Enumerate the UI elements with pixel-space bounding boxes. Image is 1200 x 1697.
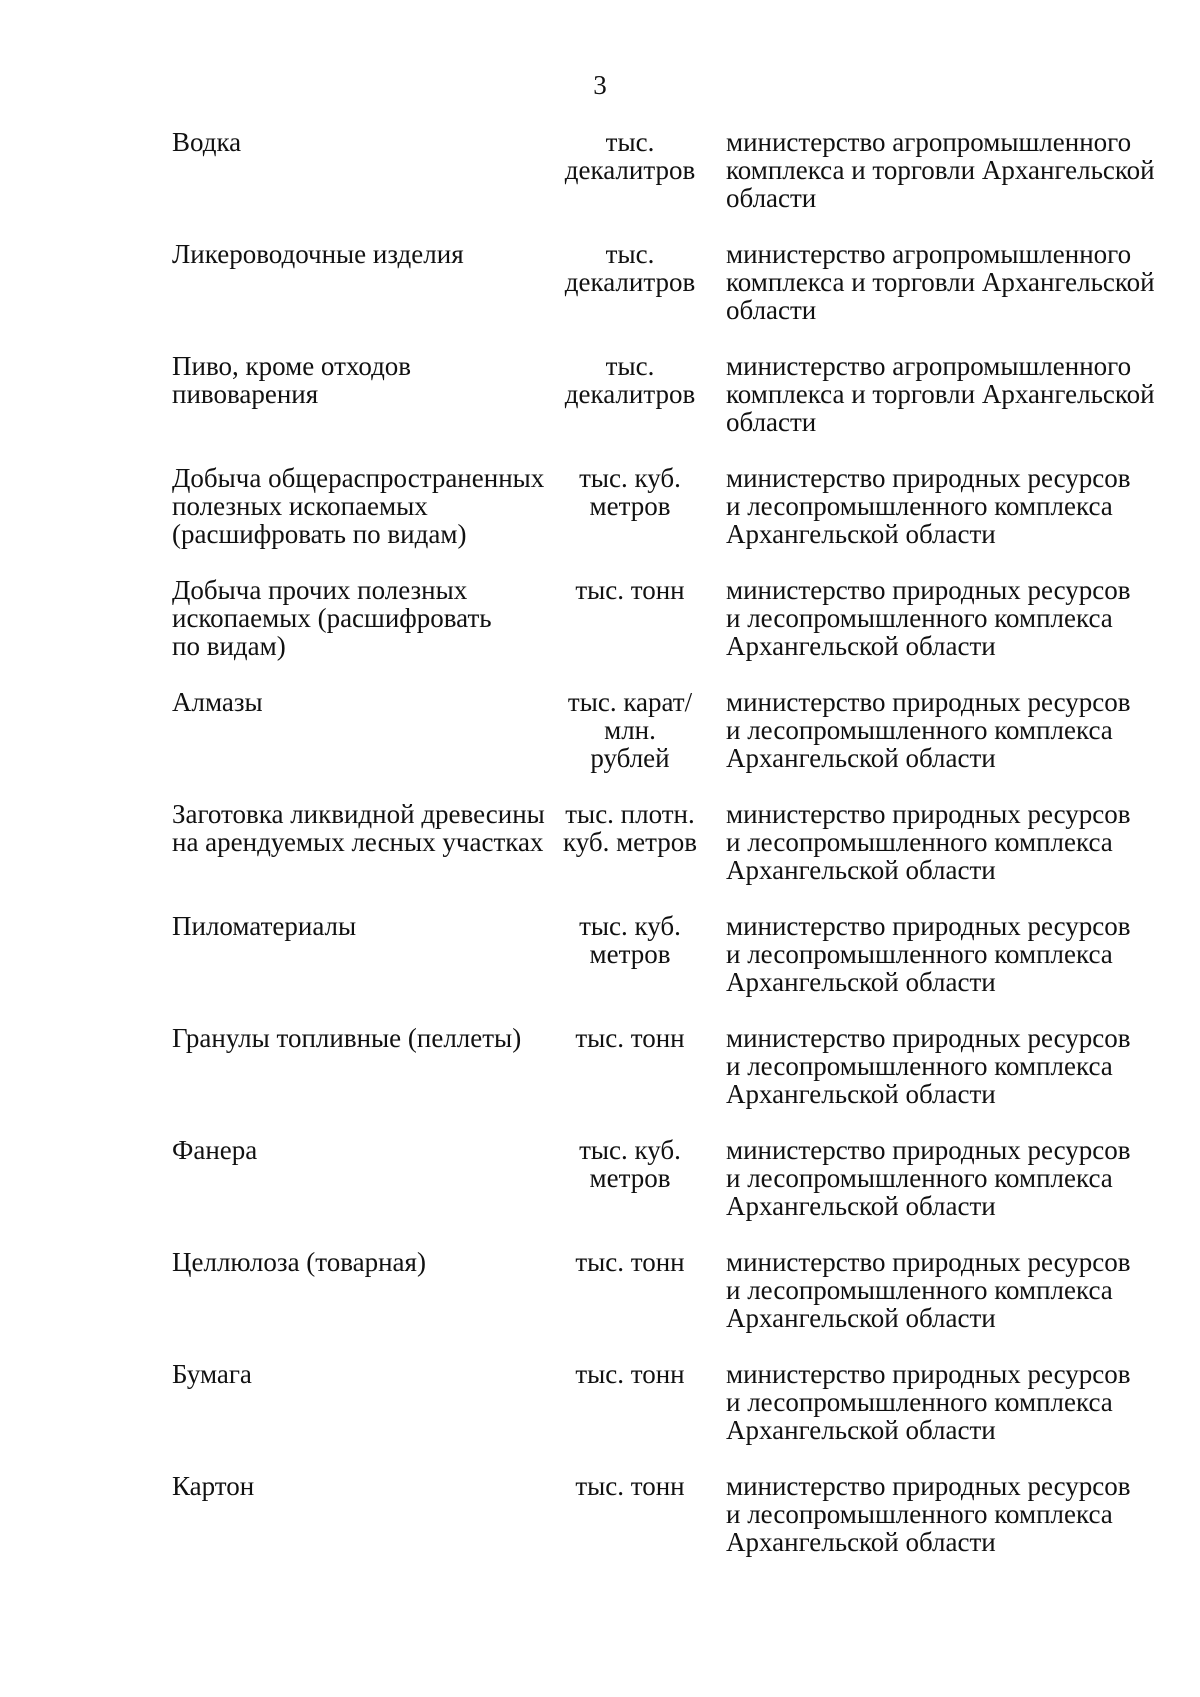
- unit-of-measure: тыс. декалитров: [564, 351, 696, 409]
- product-name: Алмазы: [172, 687, 263, 717]
- table-row: [0, 800, 1200, 912]
- table-row: [0, 240, 1200, 352]
- unit-of-measure: тыс. куб. метров: [579, 463, 681, 521]
- unit-of-measure: тыс. декалитров: [564, 127, 696, 185]
- responsible-ministry: министерство природных ресурсов и лесопромышленного комплекса Архангельской области: [726, 911, 1131, 997]
- unit-of-measure: тыс. тонн: [575, 1247, 685, 1277]
- product-name: Пиломатериалы: [172, 911, 357, 941]
- product-name: Ликероводочные изделия: [172, 239, 464, 269]
- unit-of-measure: тыс. карат/млн. рублей: [567, 687, 693, 773]
- responsible-ministry: министерство агропромышленного комплекса и торговли Архангельской области: [726, 127, 1155, 213]
- table-row: [0, 1248, 1200, 1360]
- responsible-ministry: министерство природных ресурсов и лесопромышленного комплекса Архангельской области: [726, 463, 1131, 549]
- table-row: [0, 912, 1200, 1024]
- product-name: Пиво, кроме отходов пивоварения: [172, 351, 412, 409]
- table-row: [0, 1136, 1200, 1248]
- table-row: [0, 128, 1200, 240]
- product-name: Картон: [172, 1471, 255, 1501]
- responsible-ministry: министерство природных ресурсов и лесопромышленного комплекса Архангельской области: [726, 575, 1131, 661]
- responsible-ministry: министерство агропромышленного комплекса и торговли Архангельской области: [726, 239, 1155, 325]
- unit-of-measure: тыс. куб. метров: [579, 1135, 681, 1193]
- responsible-ministry: министерство природных ресурсов и лесопромышленного комплекса Архангельской области: [726, 1135, 1131, 1221]
- unit-of-measure: тыс. тонн: [575, 1359, 685, 1389]
- table-row: [0, 1472, 1200, 1584]
- responsible-ministry: министерство природных ресурсов и лесопромышленного комплекса Архангельской области: [726, 1023, 1131, 1109]
- unit-of-measure: тыс. куб. метров: [579, 911, 681, 969]
- product-name: Добыча прочих полезных ископаемых (расшифровать по видам): [172, 575, 492, 661]
- table-row: [0, 1360, 1200, 1472]
- product-name: Бумага: [172, 1359, 252, 1389]
- table-row: [0, 688, 1200, 800]
- table-row: [0, 576, 1200, 688]
- unit-of-measure: тыс. декалитров: [564, 239, 696, 297]
- table-row: [0, 1024, 1200, 1136]
- table-row: [0, 352, 1200, 464]
- unit-of-measure: тыс. тонн: [575, 1023, 685, 1053]
- indicator-table: [0, 128, 1200, 1584]
- unit-of-measure: тыс. плотн. куб. метров: [562, 799, 698, 857]
- unit-of-measure: тыс. тонн: [575, 1471, 685, 1501]
- product-name: Заготовка ликвидной древесины на арендуемых лесных участках: [172, 799, 545, 857]
- table-row: [0, 464, 1200, 576]
- responsible-ministry: министерство природных ресурсов и лесопромышленного комплекса Архангельской области: [726, 1359, 1131, 1445]
- product-name: Целлюлоза (товарная): [172, 1247, 426, 1277]
- responsible-ministry: министерство природных ресурсов и лесопромышленного комплекса Архангельской области: [726, 799, 1131, 885]
- product-name: Фанера: [172, 1135, 258, 1165]
- page-number: 3: [593, 70, 607, 100]
- product-name: Водка: [172, 127, 242, 157]
- responsible-ministry: министерство природных ресурсов и лесопромышленного комплекса Архангельской области: [726, 1471, 1131, 1557]
- responsible-ministry: министерство природных ресурсов и лесопромышленного комплекса Архангельской области: [726, 687, 1131, 773]
- responsible-ministry: министерство природных ресурсов и лесопромышленного комплекса Архангельской области: [726, 1247, 1131, 1333]
- product-name: Гранулы топливные (пеллеты): [172, 1023, 522, 1053]
- unit-of-measure: тыс. тонн: [575, 575, 685, 605]
- product-name: Добыча общераспространенных полезных ископаемых (расшифровать по видам): [172, 463, 545, 549]
- responsible-ministry: министерство агропромышленного комплекса и торговли Архангельской области: [726, 351, 1155, 437]
